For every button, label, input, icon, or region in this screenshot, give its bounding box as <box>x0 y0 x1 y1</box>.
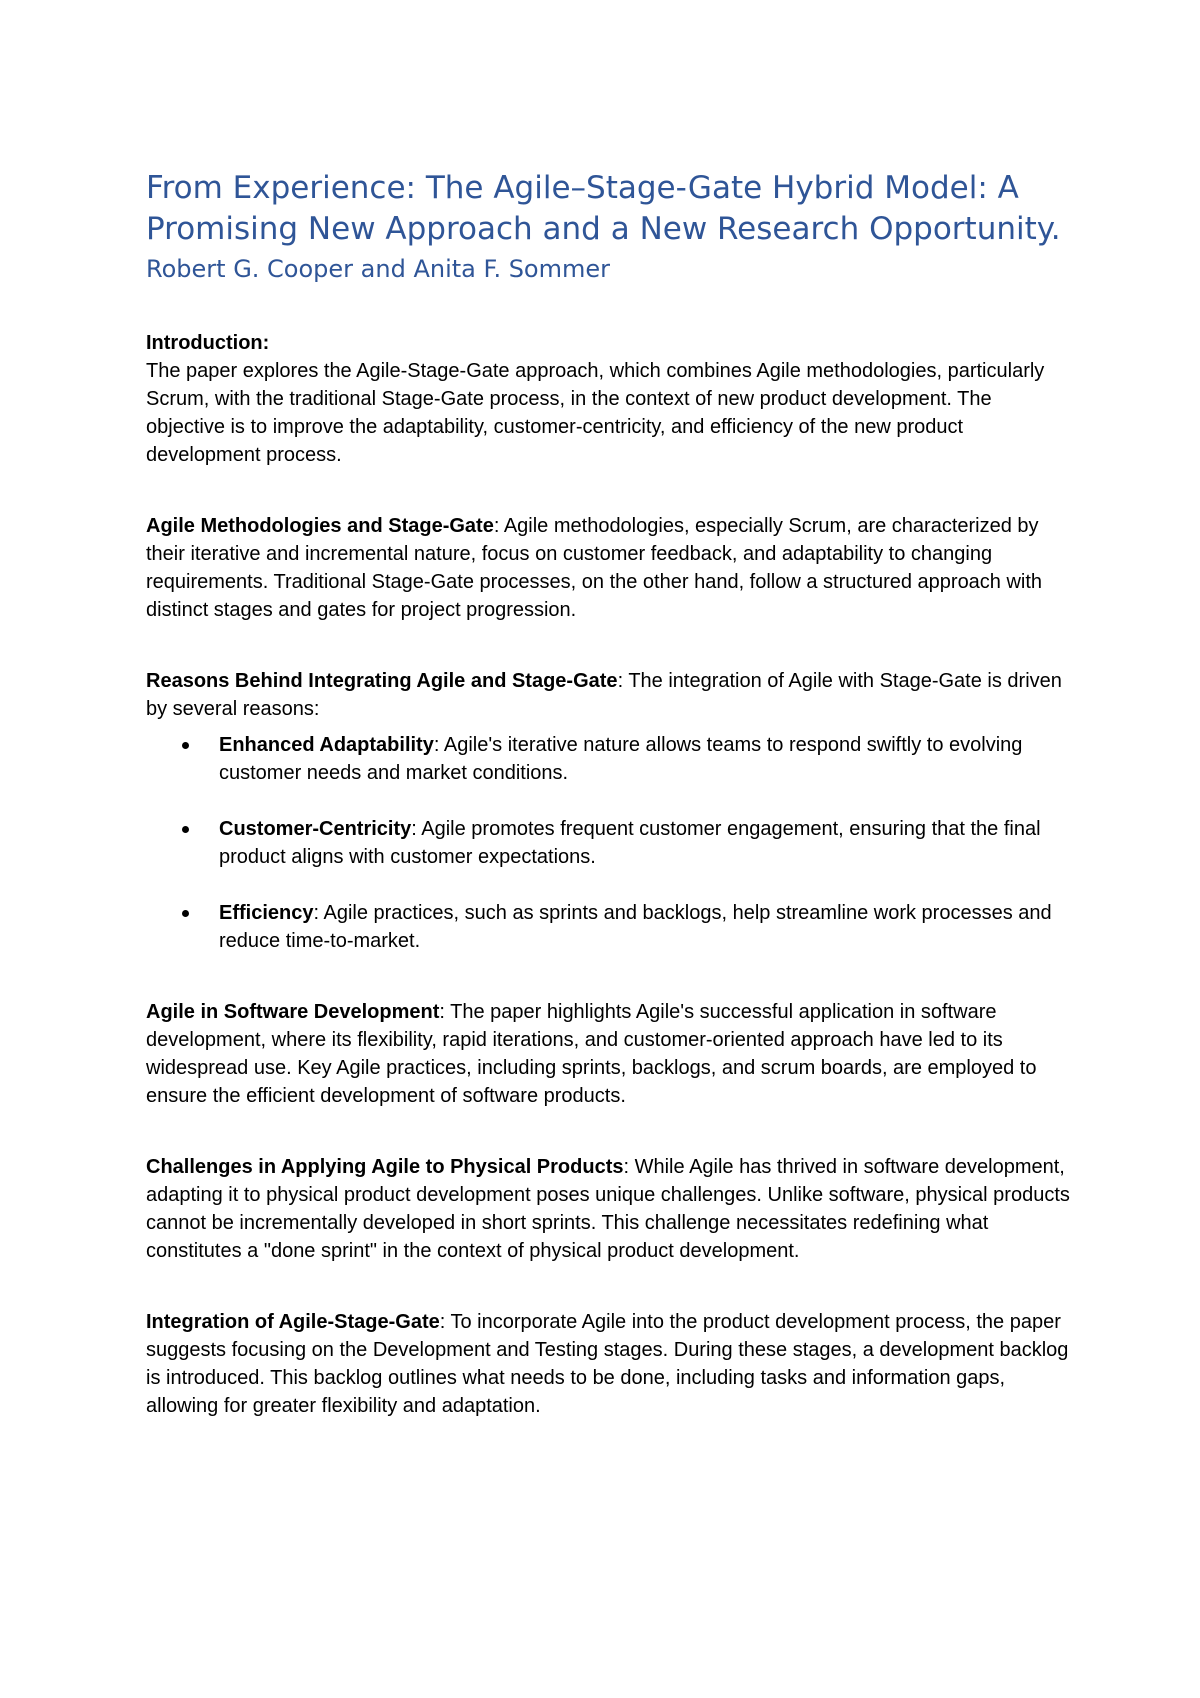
section-reasons <box>146 667 1076 955</box>
reasons-bullet-list <box>146 731 1076 955</box>
section-agile-software <box>146 998 1076 1110</box>
bullet-term: Customer-Centricity <box>219 818 412 840</box>
bullet-icon <box>182 742 189 749</box>
reasons-paragraph <box>146 667 1076 723</box>
section-challenges <box>146 1153 1076 1265</box>
section-text: : The integration of Agile with Stage-Gate is driven by several reasons: <box>146 670 1062 720</box>
document-title: From Experience: The Agile–Stage-Gate Hybrid Model: A Promising New Approach and a New Research Opportunity. <box>146 170 1061 247</box>
document-authors: Robert G. Cooper and Anita F. Sommer <box>146 255 611 283</box>
intro-heading: Introduction: <box>146 332 270 354</box>
section-integration <box>146 1308 1076 1420</box>
section-heading: Agile Methodologies and Stage-Gate <box>146 515 494 537</box>
section-text: : Agile methodologies, especially Scrum, are characterized by their iterative and incremental nature, focus on customer feedback, and adaptability to changing requirements. Traditional Stage-Gate processes, on the other hand, follow a structured approach with distinct stages and gates for project progression. <box>146 515 1043 621</box>
section-text: : To incorporate Agile into the product development process, the paper suggests focusing on the Development and Testing stages. During these stages, a development backlog is introduced. This backlog outlines what needs to be done, including tasks and information gaps, allowing for greater flexibility and adaptation. <box>146 1311 1069 1417</box>
document-content <box>146 168 1076 1420</box>
section-agile-methodologies <box>146 512 1076 624</box>
section-text: : The paper highlights Agile's successful application in software development, where its flexibility, rapid iterations, and customer-oriented approach have led to its widespread use. Key Agile practices, including sprints, backlogs, and scrum boards, are employed to ensure the efficient development of software products. <box>146 1001 1037 1107</box>
list-item <box>146 899 1076 955</box>
section-heading: Challenges in Applying Agile to Physical Products <box>146 1156 624 1178</box>
list-item <box>146 815 1076 871</box>
bullet-term: Enhanced Adaptability <box>219 734 434 756</box>
section-heading: Agile in Software Development <box>146 1001 440 1023</box>
section-text: : While Agile has thrived in software development, adapting it to physical product development poses unique challenges. Unlike software, physical products cannot be incrementally developed in short sprints. This challenge necessitates redefining what constitutes a "done sprint" in the context of physical product development. <box>146 1156 1070 1262</box>
bullet-text: : Agile practices, such as sprints and backlogs, help streamline work processes and reduce time-to-market. <box>219 902 1052 952</box>
intro-paragraph: The paper explores the Agile-Stage-Gate approach, which combines Agile methodologies, particularly Scrum, with the traditional Stage-Gate process, in the context of new product development. The objective is to improve the adaptability, customer-centricity, and efficiency of the new product development process. <box>146 360 1045 466</box>
bullet-icon <box>182 826 189 833</box>
bullet-term: Efficiency <box>219 902 314 924</box>
bullet-text: : Agile promotes frequent customer engagement, ensuring that the final product aligns with customer expectations. <box>219 818 1041 868</box>
bullet-icon <box>182 910 189 917</box>
intro-section <box>146 329 1076 469</box>
section-heading: Reasons Behind Integrating Agile and Stage-Gate <box>146 670 618 692</box>
section-heading: Integration of Agile-Stage-Gate <box>146 1311 440 1333</box>
bullet-text: : Agile's iterative nature allows teams to respond swiftly to evolving customer needs and market conditions. <box>219 734 1023 784</box>
list-item <box>146 731 1076 787</box>
